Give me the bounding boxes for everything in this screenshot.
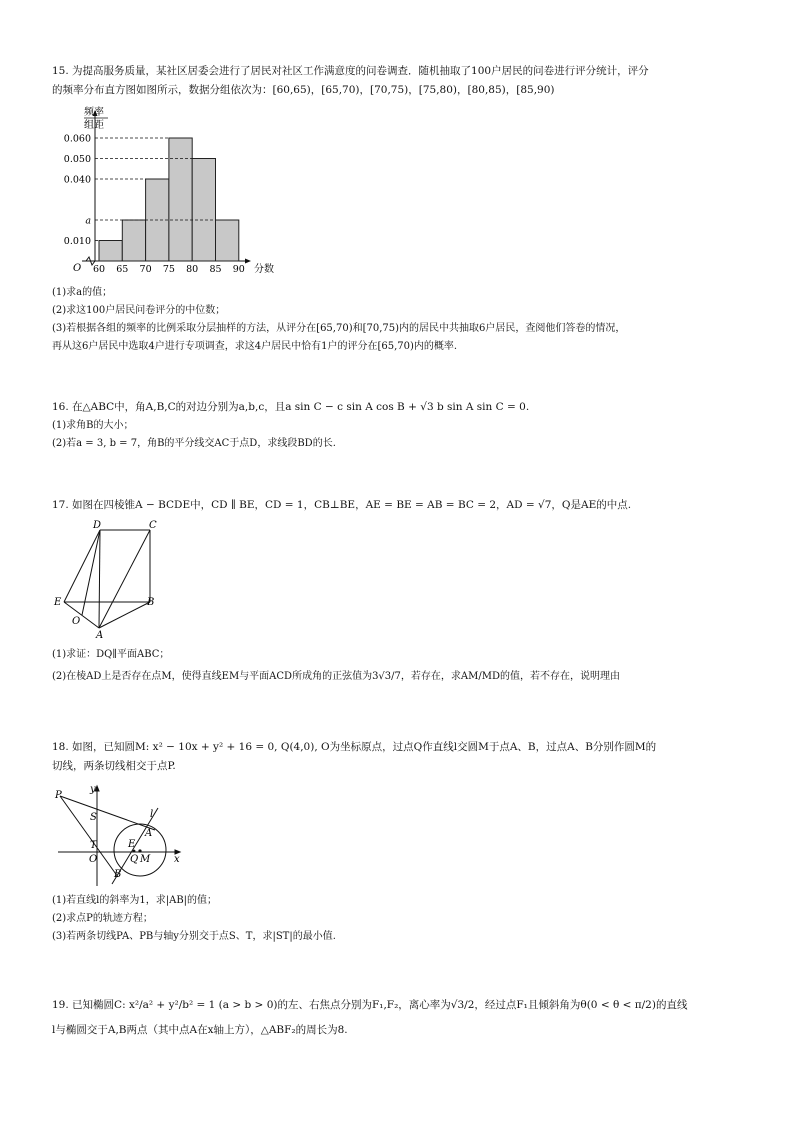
question-15 [52, 62, 752, 100]
fig18-label-p: P [55, 790, 62, 801]
fig18-label-m: M [140, 854, 151, 865]
y-tick-label: 0.060 [63, 133, 91, 145]
fig18-label-b: B [114, 869, 122, 880]
histogram-bar [216, 220, 239, 261]
x-tick-label: 75 [162, 264, 175, 275]
fig17-label-d: D [93, 520, 102, 531]
q15-sub2: (2)求这100户居民问卷评分的中位数； [52, 305, 226, 316]
y-tick-label: a [85, 215, 91, 227]
q18-subquestions [52, 892, 752, 946]
q18-sub2: (2)求点P的轨迹方程； [52, 913, 153, 924]
chart-xlabel: 分数 [254, 264, 274, 275]
histogram-figure [48, 100, 288, 280]
y-tick-label: 0.040 [63, 174, 91, 186]
q19-stem-line2: l与椭圆交于A,B两点（其中点A在x轴上方），△ABF₂的周长为8. [52, 1024, 348, 1036]
y-tick-label: 0.010 [63, 236, 91, 247]
fig17-label-c: C [149, 520, 157, 531]
pyramid-figure [48, 515, 178, 645]
q18-stem-line1: 18. 如图，已知圆M: x² − 10x + y² + 16 = 0, Q(4,0), O为坐标原点，过点Q作直线l交圆M于点A、B，过点A、B分别作圆M的 [52, 741, 657, 753]
x-tick-label: 60 [92, 264, 106, 275]
x-tick-label: 65 [116, 264, 129, 275]
question-17 [52, 496, 752, 515]
question-16 [52, 398, 752, 453]
fig18-label-q: Q [130, 854, 139, 865]
x-tick-label: 70 [139, 264, 152, 275]
y-tick-label: 0.050 [63, 154, 91, 165]
q18-stem-line2: 切线，两条切线相交于点P. [52, 760, 176, 772]
histogram-bar [99, 241, 122, 262]
q18-sub3: (3)若两条切线PA、PB与轴y分别交于点S、T，求|ST|的最小值. [52, 931, 336, 942]
fig18-label-t: T [90, 840, 97, 851]
q16-sub1: (1)求角B的大小； [52, 420, 134, 431]
x-tick-label: 80 [186, 264, 199, 275]
fig18-label-o: O [89, 854, 98, 865]
fig18-label-a: A [145, 828, 153, 839]
q18-sub1: (1)若直线l的斜率为1，求|AB|的值； [52, 895, 218, 906]
q17-sub1: (1)求证：DQ∥平面ABC； [52, 649, 170, 660]
x-tick-label: 85 [209, 264, 222, 275]
fig17-label-a: A [96, 630, 104, 641]
fig18-label-x: x [174, 854, 180, 865]
x-tick-label: 90 [232, 264, 245, 275]
q15-stem-line2: 的频率分布直方图如图所示，数据分组依次为：[60,65)，[65,70)，[70,75)，[75,80)，[80,85)，[85,90) [52, 84, 555, 96]
x-axis-arrow [245, 259, 251, 264]
histogram-bar [122, 220, 145, 261]
q16-sub2: (2)若a = 3, b = 7，角B的平分线交AC于点D，求线段BD的长. [52, 438, 336, 449]
question-19 [52, 996, 752, 1040]
fig17-label-e: E [54, 597, 62, 608]
q15-sub1: (1)求a的值； [52, 287, 113, 298]
histogram-bar [169, 138, 192, 261]
histogram-bar [192, 159, 215, 262]
circle-figure [50, 780, 190, 890]
q17-subquestions [52, 646, 752, 686]
q17-stem: 17. 如图在四棱锥A − BCDE中，CD ∥ BE，CD = 1，CB⊥BE，AE = BE = AB = BC = 2，AD = √7，Q是AE的中点. [52, 499, 632, 511]
q15-sub3b: 再从这6户居民中选取4户进行专项调查，求这4户居民中恰有1户的评分在[65,70)内的概率. [52, 341, 458, 352]
chart-ylabel-top: 频率 [84, 107, 104, 118]
q17-sub2: (2)在棱AD上是否存在点M，使得直线EM与平面ACD所成角的正弦值为3√3/7，若存在，求AM/MD的值，若不存在，说明理由 [52, 671, 620, 682]
q15-subquestions [52, 284, 752, 356]
q16-stem: 16. 在△ABC中，角A,B,C的对边分别为a,b,c，且a sin C − c sin A cos B + √3 b sin A sin C = 0. [52, 401, 530, 413]
q19-stem-line1: 19. 已知椭圆C: x²/a² + y²/b² = 1 (a > b > 0)的左、右焦点分别为F₁,F₂，离心率为√3/2，经过点F₁且倾斜角为θ(0 < θ < π/2)的直线 [52, 999, 688, 1011]
question-18 [52, 738, 752, 776]
chart-origin-label: O [73, 263, 82, 274]
fig18-label-s: S [90, 812, 97, 823]
chart-ylabel-bottom: 组距 [84, 120, 104, 131]
fig18-label-y: y [90, 784, 96, 795]
fig17-label-b: B [147, 597, 155, 608]
q15-stem-line1: 15. 为提高服务质量，某社区居委会进行了居民对社区工作满意度的问卷调查．随机抽取了100户居民的问卷进行评分统计，评分 [52, 65, 649, 77]
fig18-label-l: l [150, 809, 154, 820]
fig18-label-e: E [128, 839, 136, 850]
fig17-label-o: O [72, 616, 81, 627]
q15-sub3a: (3)若根据各组的频率的比例采取分层抽样的方法，从评分在[65,70)和[70,75)内的居民中共抽取6户居民，查阅他们答卷的情况， [52, 323, 626, 334]
